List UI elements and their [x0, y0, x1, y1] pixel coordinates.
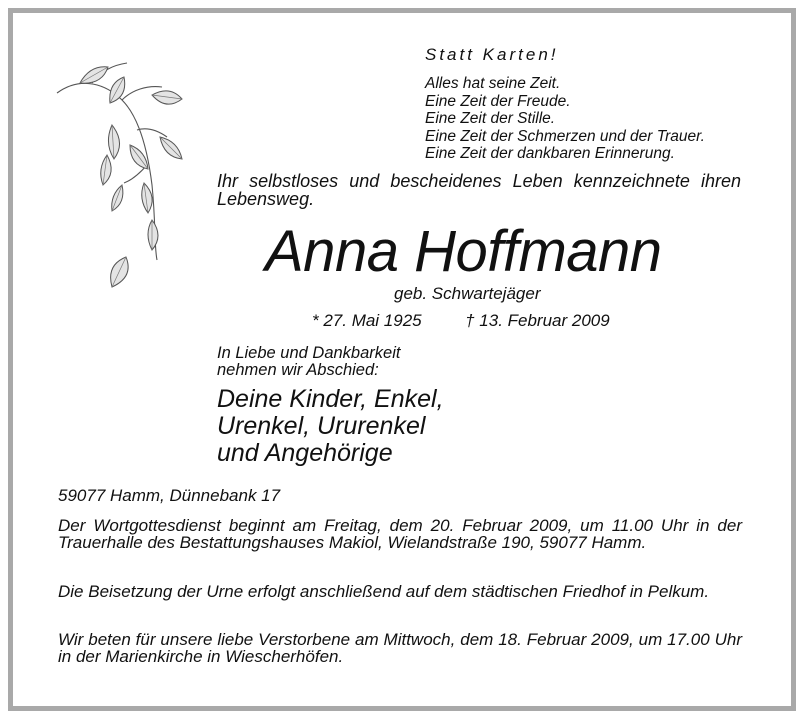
address: 59077 Hamm, Dünnebank 17 [58, 486, 281, 505]
life-dates [312, 311, 610, 331]
prayer-paragraph: Wir beten für unsere liebe Verstorbene am Mittwoch, dem 18. Februar 2009, um 17.00 Uhr in der Marienkirche in Wiescherhöfen. [58, 630, 742, 666]
birth-name: geb. Schwartejäger [394, 284, 541, 303]
mourners [217, 386, 444, 467]
burial-paragraph: Die Beisetzung der Urne erfolgt anschließend auf dem städtischen Friedhof in Pelkum. [58, 582, 710, 601]
farewell-text [217, 345, 400, 379]
birch-branch-illustration [52, 55, 192, 335]
deceased-name: Anna Hoffmann [265, 219, 662, 284]
poem-line: Eine Zeit der Freude. [425, 92, 571, 110]
poem-line: Alles hat seine Zeit. [425, 75, 561, 92]
farewell-line: nehmen wir Abschied: [217, 361, 379, 379]
statt-karten-heading: Statt Karten! [425, 45, 559, 64]
death-date: † 13. Februar 2009 [465, 311, 610, 330]
poem-line: Eine Zeit der Stille. [425, 110, 556, 127]
mourners-line: Urenkel, Ururenkel [217, 412, 426, 440]
farewell-line: In Liebe und Dankbarkeit [217, 344, 401, 362]
mourners-line: und Angehörige [217, 439, 393, 467]
birth-date: * 27. Mai 1925 [312, 311, 422, 330]
service-paragraph: Der Wortgottesdienst beginnt am Freitag, dem 20. Februar 2009, um 11.00 Uhr in der Trauerhalle des Bestattungshauses Makiol, Wielandstraße 190, 59077 Hamm. [58, 516, 742, 552]
poem-line: Eine Zeit der Schmerzen und der Trauer. [425, 127, 705, 145]
poem-line: Eine Zeit der dankbaren Erinnerung. [425, 145, 675, 162]
mourners-line: Deine Kinder, Enkel, [217, 385, 444, 413]
intro-text: Ihr selbstloses und bescheidenes Leben kennzeichnete ihren Lebensweg. [217, 171, 741, 209]
poem [425, 75, 705, 163]
